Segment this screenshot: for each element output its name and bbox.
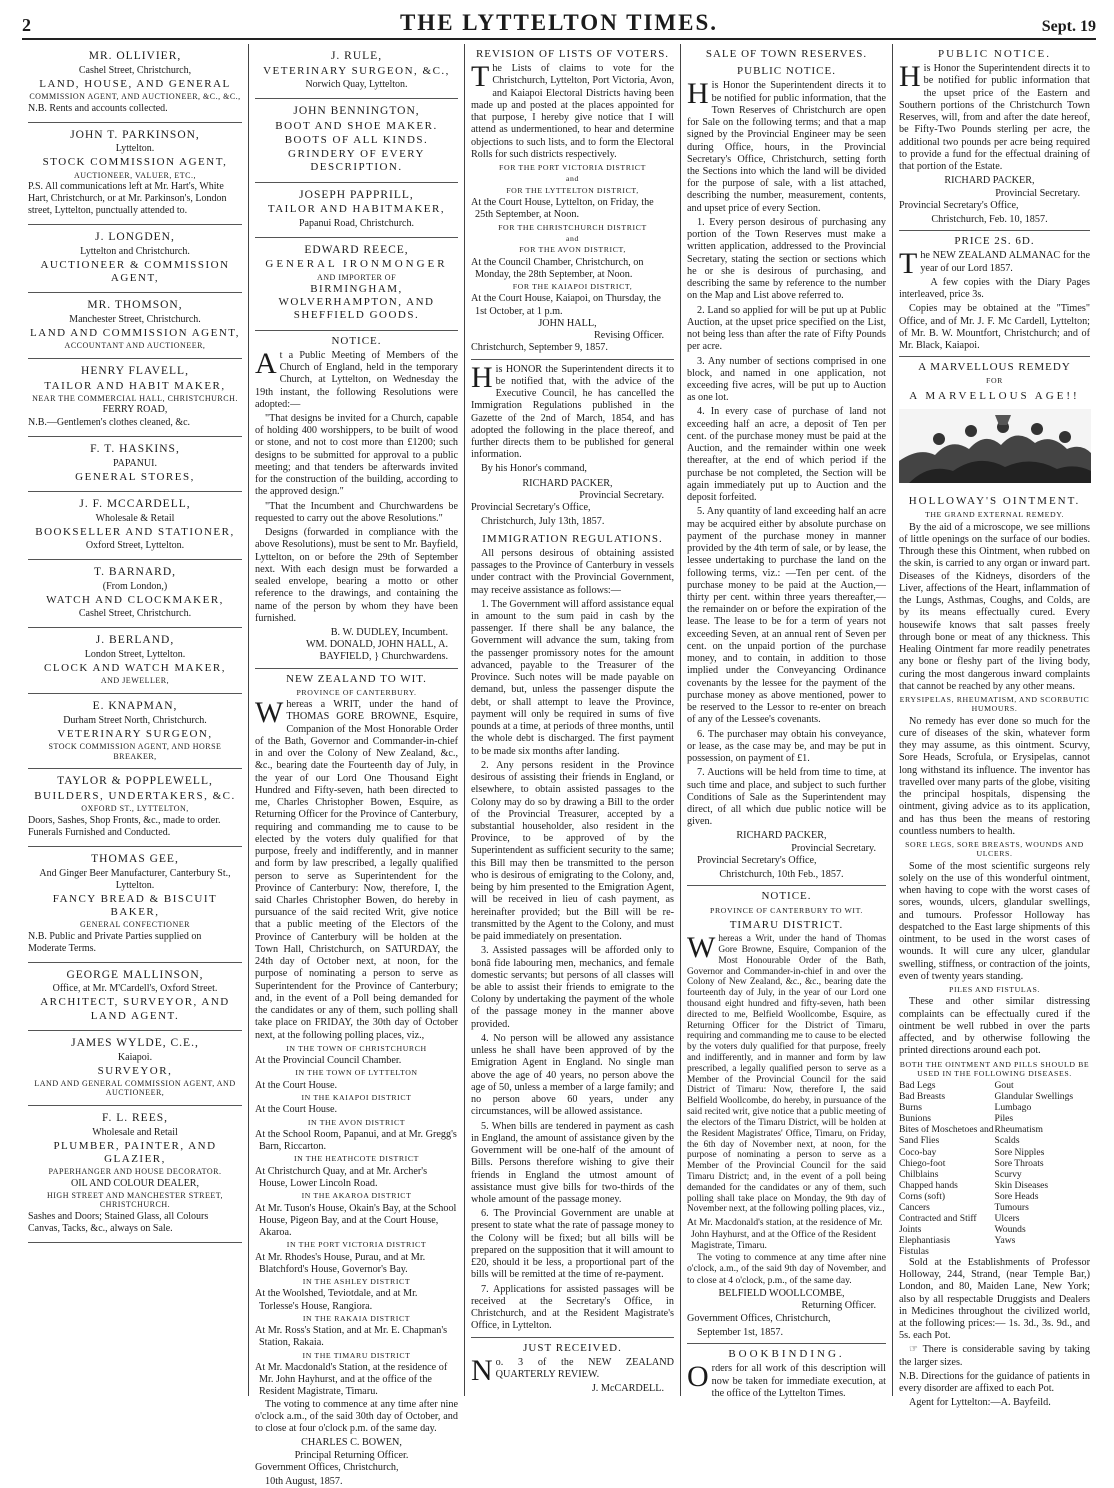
disease-item: Coco-bay <box>899 1146 937 1158</box>
public-notice-office: Provincial Secretary's Office, <box>899 199 1019 211</box>
divider <box>899 230 1090 231</box>
public-notice-body <box>899 60 1090 173</box>
card-role: AUCTIONEER & COMMISSION AGENT, <box>40 258 230 285</box>
card-small: NEAR THE COMMERCIAL HALL, CHRISTCHURCH. <box>32 393 238 403</box>
card-addr: Office, at Mr. M'Cardell's, Oxford Street. <box>52 983 218 995</box>
business-card <box>28 769 242 847</box>
sitting-place: At the Council Chamber, Christchurch, on Monday, the 28th September, at Noon. <box>471 256 644 280</box>
card-addr: FERRY ROAD, <box>102 404 168 416</box>
divider <box>471 359 674 360</box>
business-card <box>28 359 242 438</box>
divider <box>687 1343 886 1344</box>
disease-item: Tumours <box>994 1201 1029 1213</box>
card-name: J. RULE, <box>330 50 383 62</box>
card-addr: Manchester Street, Christchurch. <box>69 314 201 326</box>
card-addr: Cashel Street, Christchurch, <box>78 64 192 76</box>
drop-cap: W <box>255 696 284 730</box>
numbered-item: 7. Applications for assisted passages will be received at the Secretary's Office, in Christchurch, and at the Resident Magistrate's Office, in Lyttelton. <box>471 1283 674 1332</box>
drop-cap: T <box>899 247 918 281</box>
timaru-office: Government Offices, Christchurch, <box>687 1312 831 1324</box>
numbered-item: 1. The Government will afford assistance equal in amount to the sum paid in cash by the passenger. If there shall be any balance, the Government will advance the sum, taking from the passenger promissory notes for the amount advanced, payable to the Treasurer of the Province. Such notes will be made payable on demand, but, unless the passenger dispute the debt, or shall attempt to leave the Province, payment will only be required in sums of five pounds at a time, at periods of three months, until the whole debt is discharged. The first payment to be made six months after landing. <box>471 598 674 757</box>
divider <box>255 668 458 669</box>
column-1-business-cards <box>22 44 248 1396</box>
immigration-regulations-list <box>471 599 674 1333</box>
card-role: WATCH AND CLOCKMAKER, <box>46 594 224 607</box>
polling-district: IN THE ASHLEY DISTRICT <box>302 1277 411 1287</box>
card-line: BIRMINGHAM, WOLVERHAMPTON, AND SHEFFIELD GOODS. <box>278 283 435 322</box>
card-addr: Lyttelton and Christchurch. <box>80 245 190 257</box>
remedy-for: FOR <box>986 376 1003 386</box>
card-note: Doors, Sashes, Shop Fronts, &c., made to order. Funerals Furnished and Conducted. <box>28 814 221 838</box>
business-card <box>28 293 242 359</box>
card-role: BOOT AND SHOE MAKER. <box>275 119 438 132</box>
district-label: FOR THE AVON DISTRICT, <box>519 245 626 255</box>
holloway-paragraph: These and other similar distressing complaints can be effectually cured if the ointment be well rubbed in over the parts affected, and by otherwise following the printed directions around each pot. <box>899 996 1090 1057</box>
numbered-item: 2. Any persons resident in the Province desirous of assisting their friends in England, or elsewhere, to obtain assisted passages to the Colony may do so by drawing a Bill to the order of the Provincial Treasurer, accepted by a substantial householder, also resident in the Province, to be approved of by the Superintendent as sufficient security to the same; this Bill may then be transmitted to the person who is desirous of emigrating to the Colony, and, being by him presented to the Emigration Agent, will be received in lieu of cash payment, as hereinafter provided; but the Bill will be re-transmitted by the Agent to the Colony, and must be paid immediately on presentation. <box>471 759 674 943</box>
disease-item: Chapped hands <box>899 1179 958 1191</box>
notice-churchwardens: WM. DONALD, JOHN HALL, A. BAYFIELD, } Churchwardens. <box>305 639 448 663</box>
card-small: AND IMPORTER OF <box>316 272 397 282</box>
card-name: JAMES WYLDE, C.E., <box>71 1036 199 1049</box>
card-addr: Kaiapoi. <box>117 1051 153 1063</box>
card-name: J. BERLAND, <box>95 634 175 647</box>
card-small: LAND AND GENERAL COMMISSION AGENT, AND AUCTIONEER, <box>34 1078 236 1098</box>
district-label: FOR THE LYTTELTON DISTRICT, <box>506 185 639 195</box>
numbered-item: 3. Assisted passages will be afforded only to bonâ fide labouring men, mechanics, and female domestic servants; but persons of all classes will be able to assist their friends to emigrate to the Colony by undertaking the payment of the whole of the passage money in the manner above provided. <box>471 945 674 1030</box>
numbered-item: 5. Any quantity of land exceeding half an acre may be acquired either by absolute purchase on payment of the purchase money in manner provided by the 4th term of sale, or by lease, the lessee undertaking to purchase the land on the following terms, viz.: —Ten per cent. of the purchase money to be paid at the Auction,—thirty per cent. within three years thereafter,—the remainder on or before the expiration of the lease. The lease to be for a term of years not exceeding Seven, at an annual rent of Seven per cent. on the unpaid portion of the purchase money, and to contain, in addition to those implied under the Conveyancing Ordinance covenants by the lessee for the payment of the purchase money as above mentioned, power to be reserved to the Lessor to re-enter on breach of any of the Lessee's covenants. <box>687 506 886 726</box>
card-addr: Wholesale and Retail <box>92 1126 178 1138</box>
numbered-item: 6. The purchaser may obtain his conveyance, or lease, as the case may be, and may be put in possession, on payment of £1. <box>687 728 886 765</box>
polling-place: At the Provincial Council Chamber. <box>255 1055 402 1067</box>
polling-place: At the Court House. <box>255 1079 338 1091</box>
and-label: and <box>565 233 580 243</box>
timaru-body <box>687 931 886 1215</box>
district-label: FOR THE PORT VICTORIA DISTRICT <box>499 163 646 173</box>
newspaper-title: THE LYTTELTON TIMES. <box>399 10 719 35</box>
card-role: GENERAL IRONMONGER <box>265 258 448 271</box>
bookbinding-text: rders for all work of this description will now be taken for immediate execution, at the office of the Lyttelton Times. <box>711 1363 886 1399</box>
card-small: STOCK COMMISSION AGENT, AND HORSE BREAKER, <box>48 742 222 761</box>
card-role: CLOCK AND WATCH MAKER, <box>44 662 226 675</box>
disease-item: Elephantiasis <box>899 1234 951 1246</box>
disease-item: Rheumatism <box>994 1124 1043 1136</box>
disease-item: Scalds <box>994 1135 1020 1147</box>
card-addr: Cashel Street, Christchurch. <box>78 608 192 620</box>
just-received-heading: JUST RECEIVED. <box>523 1341 622 1354</box>
business-card <box>28 694 242 769</box>
sale-title: Provincial Secretary. <box>791 842 876 854</box>
disease-item: Lumbago <box>994 1102 1032 1114</box>
polling-place: At the School Room, Papanui, and at Mr. Gregg's Barn, Riccarton. <box>255 1128 457 1153</box>
public-notice-text: is Honor the Superintendent directs it to be notified for public information that the upset price of the Eastern and Southern portions of the Christchurch Town Reserves, will, from and after the date hereof, be Fifty-Two Pounds sterling per acre, the additional two pounds per acre being required to provide a fund for the effectual draining of that portion of the Estate. <box>899 63 1090 173</box>
writ-office: Government Offices, Christchurch, <box>255 1461 399 1473</box>
polling-place: At Mr. Tuson's House, Okain's Bay, at the School House, Pigeon Bay, and at the Court House, Akaroa. <box>255 1202 457 1238</box>
card-name: THOMAS GEE, <box>91 852 179 865</box>
column-5 <box>892 44 1096 1409</box>
diseases-list <box>899 1080 1090 1257</box>
column-3 <box>464 44 680 1396</box>
holloway-heading: HOLLOWAY'S OINTMENT. <box>908 495 1081 508</box>
card-role: PLUMBER, PAINTER, AND GLAZIER, <box>53 1139 217 1165</box>
disease-item: Bites of Moschetoes and Sand Flies <box>899 1124 994 1147</box>
card-addr: Oxford Street, Lyttelton. <box>85 540 185 552</box>
card-role: VETERINARY SURGEON, &C., <box>263 64 450 77</box>
card-addr: Durham Street North, Christchurch. <box>63 714 207 726</box>
card-note: N.B.—Gentlemen's clothes cleaned, &c. <box>28 417 191 429</box>
just-received-body <box>471 1353 674 1387</box>
holloway-paragraph: Some of the most scientific surgeons rely solely on the use of this wonderful ointment, when having to cope with the worst cases of sores, wounds, ulcers, glandular swellings, and tumours. Professor Holloway has despatched to the East large shipments of this ointment, to be used in the worst cases of wounds. It will cure any ulcer, glandular swelling, stiffness, or contraction of the joints, even of twenty years standing. <box>899 860 1090 982</box>
numbered-item: 3. Any number of sections comprised in one block, and named in one application, not exceeding five acres, will be put up to Auction as one lot. <box>687 355 886 404</box>
divider <box>471 1337 674 1338</box>
immigration-heading: IMMIGRATION REGULATIONS. <box>482 532 663 545</box>
polling-district: IN THE AKAROA DISTRICT <box>301 1191 412 1201</box>
card-small: GENERAL CONFECTIONER <box>80 919 190 929</box>
numbered-item: 6. The Provincial Government are unable at present to state what the rate of passage money to the Colony will be fixed; but all bills will be prepared on the supposition that it will amount to £20, should it be less, a proportional part of the bills will be remitted at the time of re-payment. <box>471 1208 674 1281</box>
holloway-paragraph: Sold at the Establishments of Professor Holloway, 244, Strand, (near Temple Bar,) London, and 80, Maiden Lane, New York; also by all respectable Druggists and Dealers in Medicines throughout the civilized world, at the following prices:— 1s. 3d., 3s. 9d., and 5s. each Pot. <box>899 1256 1090 1342</box>
disease-item: Glandular Swellings <box>994 1091 1074 1103</box>
business-card <box>28 1031 242 1106</box>
public-notice-title: Provincial Secretary. <box>995 187 1080 199</box>
card-name: F. L. REES, <box>102 1111 168 1124</box>
card-role: VETERINARY SURGEON, <box>57 727 213 740</box>
almanac-diary: A few copies with the Diary Pages interleaved, price 3s. <box>899 276 1090 301</box>
sale-signature: RICHARD PACKER, <box>736 830 827 842</box>
card-role: LAND AND COMMISSION AGENT, <box>30 327 240 340</box>
card-name: J. F. MCCARDELL, <box>79 498 191 511</box>
sale-date: Christchurch, 10th Feb., 1857. <box>719 869 844 881</box>
card-note: N.B. Public and Private Parties supplied on Moderate Terms. <box>28 930 202 954</box>
card-role: BOOKSELLER AND STATIONER, <box>35 526 235 539</box>
card-john-bennington <box>255 99 458 183</box>
business-card <box>28 628 242 694</box>
card-addr: Lyttelton. <box>115 143 155 155</box>
disease-item: Cancers <box>899 1201 930 1213</box>
business-card <box>28 847 242 963</box>
card-joseph-papprill <box>255 183 458 238</box>
public-notice-date: Christchurch, Feb. 10, 1857. <box>931 214 1048 225</box>
card-line: BOOTS OF ALL KINDS. <box>284 133 429 146</box>
honor-date: Christchurch, July 13th, 1857. <box>481 516 605 528</box>
card-small: OXFORD ST., LYTTELTON, <box>81 804 189 814</box>
polling-place: At Christchurch Quay, and at Mr. Archer's House, Lower Lincoln Road. <box>255 1165 428 1189</box>
sale-heading: SALE OF TOWN RESERVES. <box>705 48 868 60</box>
divider <box>687 885 886 886</box>
disease-item: Chilblains <box>899 1168 939 1180</box>
sale-subheading: PUBLIC NOTICE. <box>737 65 836 78</box>
column-2 <box>248 44 464 1488</box>
card-line: GRINDERY OF EVERY DESCRIPTION. <box>288 148 425 174</box>
numbered-item: 5. When bills are tendered in payment as cash in England, the amount of assistance given by the Government will be one-half of the amount of Bills. Persons therefore wishing to give their friends in England the utmost amount of assistance must give bills for two-thirds of the whole amount of the passage money. <box>471 1120 674 1205</box>
card-role: BUILDERS, UNDERTAKERS, &C. <box>34 789 236 802</box>
polling-district: IN THE TOWN OF LYTTELTON <box>295 1068 418 1078</box>
drop-cap: O <box>687 1360 709 1394</box>
writ-closing: The voting to commence at any time after nine o'clock a.m., of the said 30th day of October, and to close at four o'clock p.m. of the same day. <box>255 1398 458 1435</box>
notice-resolution-1: "That designs be invited for a Church, capable of holding 400 worshippers, to be built of wood or stone, and not to cost more than £1200; such designs to be submitted for approval to a public meeting; and that tenders be afterwards invited for the construction of the building, according to the approved design." <box>255 413 458 498</box>
card-role: STOCK COMMISSION AGENT, <box>42 156 228 169</box>
holloway-paragraph: ☞ There is considerable saving by taking the larger sizes. <box>899 1344 1090 1368</box>
card-small: HIGH STREET AND MANCHESTER STREET, CHRISTCHURCH. <box>46 1190 224 1210</box>
bookbinding-body <box>687 1360 886 1400</box>
divider <box>899 356 1090 357</box>
immigration-intro: All persons desirous of obtaining assisted passages to the Province of Canterbury in vessels under contract with the Provincial Government, may receive assistance as follows:— <box>471 547 674 596</box>
polling-place: At Mr. Macdonald's Station, at the residence of Mr. John Hayhurst, and at the office of the Resident Magistrate, Timaru. <box>255 1361 448 1398</box>
page-number: 2 <box>22 15 31 35</box>
timaru-closing: The voting to commence at any time after nine o'clock, a.m., of the said 9th day of November, and to close at 4 o'clock, p.m., of the same day. <box>687 1251 886 1286</box>
revision-text: he Lists of claims to vote for the Christchurch, Lyttelton, Port Victoria, Avon, and Kaiapoi Electoral Districts having been made up and posted at the places appointed for that purpose, I hereby give notice that I will attend as undermentioned, to hear and determine objections to such lists, and to form the Electoral Rolls for such districts respectively. <box>471 63 674 160</box>
disease-item: Bunions <box>899 1113 931 1125</box>
disease-item: Sore Nipples <box>994 1146 1045 1158</box>
revision-date: Christchurch, September 9, 1857. <box>471 342 608 354</box>
holloway-subheading: ERYSIPELAS, RHEUMATISM, AND SCORBUTIC HUMOURS. <box>899 695 1090 714</box>
revision-heading: REVISION OF LISTS OF VOTERS. <box>475 48 670 60</box>
disease-item: Contracted and Stiff Joints <box>899 1212 977 1235</box>
drop-cap: T <box>471 60 490 94</box>
polling-places <box>255 1044 458 1399</box>
sitting-place: At the Court House, Kaiapoi, on Thursday, the 1st October, at 1 p.m. <box>471 293 661 317</box>
card-name: JOSEPH PAPPRILL, <box>299 188 414 201</box>
disease-item: Sore Throats <box>994 1157 1044 1169</box>
issue-date: Sept. 19 <box>1041 18 1096 35</box>
honor-office: Provincial Secretary's Office, <box>471 502 591 514</box>
timaru-date: September 1st, 1857. <box>697 1326 784 1338</box>
card-name: MR. THOMSON, <box>87 299 183 312</box>
card-role: LAND, HOUSE, AND GENERAL <box>39 77 231 90</box>
writ-text: hereas a WRIT, under the hand of THOMAS GORE BROWNE, Esquire, Companion of the Most Honorable Order of the Bath, Governor and Commander-in-chief in and over the Colony of New Zealand, &c., &c., bearing date the Fourteenth day of July, in the year of our Lord One Thousand Eight Hundred and Fifty-seven, hath been directed to me, Charles Christopher Bowen, Esquire, as Returning Officer for the Province of Canterbury, requiring and commanding me to cause to be elected by the voters duly qualified for that purpose, freely and indifferently, and in manner and form by law prescribed, a legally qualified person to serve as Superintendent for the Province of Canterbury: Now, therefore, I, the said Charles Christopher Bowen, do hereby in pursuance of the said recited Writ, give notice that a public meeting of the Electors of the Province of Canterbury will be holden at the Town Hall, Christchurch, on SATURDAY, the 24th day of October next, at noon, for the purpose of nominating a person to serve as Superintendent for the Province of Canterbury; and, in the event of a Poll being demanded for the candidates or any of them, such polling shall take place on FRIDAY, the 30th day of October next, at the following polling places, viz., <box>255 699 458 1041</box>
sale-body <box>687 77 886 215</box>
timaru-heading: NOTICE. <box>761 890 812 903</box>
card-name: GEORGE MALLINSON, <box>66 968 204 981</box>
notice-signature: B. W. DUDLEY, Incumbent. <box>330 627 448 638</box>
revision-signature: JOHN HALL, <box>538 317 597 329</box>
almanac-text: he NEW ZEALAND ALMANAC for the year of our Lord 1857. <box>920 250 1090 274</box>
writ-subheading: PROVINCE OF CANTERBURY. <box>296 687 417 697</box>
card-name: F. T. HASKINS, <box>90 443 180 456</box>
writ-notice <box>255 673 458 1488</box>
and-label: and <box>565 174 580 184</box>
card-name: EDWARD REECE, <box>304 243 409 256</box>
revision-body <box>471 60 674 161</box>
card-name: T. BARNARD, <box>93 566 177 579</box>
business-card <box>28 225 242 293</box>
timaru-district: TIMARU DISTRICT. <box>729 918 844 931</box>
engraving-illustration <box>899 409 1091 483</box>
writ-body <box>255 696 458 1042</box>
card-addr: PAPANUI. <box>112 458 157 470</box>
holloway-paragraph: N.B. Directions for the guidance of patients in every disorder are affixed to each Pot. <box>899 1370 1090 1395</box>
holloway-subheading: PILES AND FISTULAS. <box>949 985 1040 995</box>
polling-district: IN THE TIMARU DISTRICT <box>302 1350 411 1360</box>
price-heading: PRICE 2S. 6D. <box>954 235 1035 248</box>
remedy-heading: A MARVELLOUS REMEDY <box>918 361 1071 374</box>
disease-item: Chiego-foot <box>899 1157 946 1169</box>
disease-item: Ulcers <box>994 1212 1020 1224</box>
card-address: Papanui Road, Christchurch. <box>299 217 414 229</box>
business-card <box>28 560 242 628</box>
diseases-right-column <box>995 1080 1091 1257</box>
remedy-subheading: A MARVELLOUS AGE!! <box>909 389 1080 402</box>
drop-cap: W <box>687 931 716 965</box>
notice-instructions: Designs (forwarded in compliance with the above Resolutions), must be sent to Mr. Bayfield, Lyttelton, on or before the 29th of September next. With each design must be forwarded a sealed envelope, bearing a motto or other reference to the drawings, and containing the name of the person by whom they have been furnished. <box>255 527 458 624</box>
disease-item: Wounds <box>994 1223 1026 1235</box>
disease-item: Scurvy <box>994 1168 1022 1180</box>
card-small: ACCOUNTANT AND AUCTIONEER, <box>64 341 206 351</box>
timaru-polling-place: At Mr. Macdonald's station, at the residence of Mr. John Hayhurst, and at the Office of the Resident Magistrate, Timaru. <box>687 1217 883 1252</box>
card-addr: London Street, Lyttelton. <box>84 649 186 661</box>
card-addr: (From London,) <box>102 581 168 593</box>
card-small: COMMISSION AGENT, AND AUCTIONEER, &C., &C., <box>29 91 241 101</box>
card-role: SURVEYOR, <box>97 1064 173 1077</box>
holloway-agent: Agent for Lyttelton:—A. Bayfeild. <box>909 1397 1051 1409</box>
business-card <box>28 44 242 123</box>
drop-cap: N <box>471 1353 493 1387</box>
card-small: AND JEWELLER, <box>100 676 170 686</box>
card-name: J. LONGDEN, <box>95 231 175 244</box>
business-card <box>28 1106 242 1243</box>
card-name: JOHN T. PARKINSON, <box>70 128 200 141</box>
holloway-paragraph: No remedy has ever done so much for the cure of diseases of the skin, whatever form they may assume, as this ointment. Scurvy, Sore Heads, Scrofula, or Erysipelas, cannot long withstand its influence. The inventor has travelled over many parts of the globe, visiting the principal hospitals, dispensing the ointment, giving advice as to its application, and has thus been the means of restoring countless numbers to health. <box>899 715 1090 837</box>
business-card <box>28 963 242 1031</box>
diseases-left-column <box>899 1080 995 1257</box>
disease-item: Skin Diseases <box>994 1179 1049 1191</box>
card-name: HENRY FLAVELL, <box>81 364 189 377</box>
timaru-text: hereas a Writ, under the hand of Thomas Gore Browne, Esquire, Companion of the Most Honourable Order of the Bath, Governor and Commander-in-chief in and over the Colony of New Zealand, &c., &c., bearing date the fourteenth day of July, in the year of our Lord one thousand eight hundred and fifty-seven, hath been directed to me, Belfield Woollcombe, Esquire, as Returning Officer for the District of Timaru, requiring and commanding me to cause to be elected by the voters duly qualified for that purpose, freely and indifferently, and in manner and form by law prescribed, a legally qualified person to serve as a Member of the Provincial Council for the said District of Timaru: Now, therefore I, the said Belfield Woollcombe, do hereby, in pursuance of the said recited writ, give notice that a public meeting of the electors of the Timaru District, will be holden at the Resident Magistrates' Office, Timaru, on Friday, the 6th day of November next, at noon, for the purpose of nominating a person to serve as a Member of the Provincial Council for the said Timaru District; and, in the event of a poll being demanded for the candidates or any of them, such polling shall take place on Monday, the 9th day of November next, at the following polling places, viz., <box>687 934 886 1215</box>
polling-district: IN THE HEATHCOTE DISTRICT <box>293 1154 420 1164</box>
card-name: E. KNAPMAN, <box>92 700 178 713</box>
drop-cap: A <box>255 346 277 380</box>
numbered-item: 4. In every case of purchase of land not exceeding half an acre, a deposit of Ten per cent. of the purchase money must be paid at the Auction, and the remainder within one week thereafter, at the end of which period if the purchase be not completed, the Section will be again immediately put up to Auction and the deposit forfeited. <box>687 406 886 504</box>
district-label: FOR THE KAIAPOI DISTRICT, <box>512 282 633 292</box>
card-role: FANCY BREAD & BISCUIT BAKER, <box>52 892 218 918</box>
business-card <box>28 123 242 226</box>
almanac-body <box>899 247 1090 281</box>
disease-item: Bad Legs <box>899 1080 936 1092</box>
disease-item: Fistulas <box>899 1245 929 1257</box>
holloway-subheading: THE GRAND EXTERNAL REMEDY. <box>924 510 1065 520</box>
disease-item: Yaws <box>994 1234 1016 1246</box>
polling-district: IN THE PORT VICTORIA DISTRICT <box>286 1240 427 1250</box>
writ-title: Principal Returning Officer. <box>294 1449 409 1461</box>
polling-district: IN THE KAIAPOI DISTRICT <box>301 1092 412 1102</box>
card-small: AUCTIONEER, VALUER, ETC., <box>74 170 196 180</box>
card-j-rule <box>255 44 458 99</box>
masthead <box>22 6 1096 40</box>
card-note: P.S. All communications left at Mr. Hart's, White Hart, Christchurch, or at Mr. Parkinson's, London street, Lyttelton, punctually attended to. <box>28 181 227 217</box>
disease-item: Burns <box>899 1102 922 1114</box>
numbered-item: 4. No person will be allowed any assistance unless he shall have been approved of by the Emigration Agent in England. No single man above the age of 40 years, no person above the age of 50, unless a member of a large family; and no person above 60 years, under any circumstances, will be allowed assistance. <box>471 1032 674 1118</box>
polling-district: IN THE RAKAIA DISTRICT <box>302 1313 411 1323</box>
timaru-title: Returning Officer. <box>801 1300 876 1312</box>
polling-place: At Mr. Ross's Station, and at Mr. E. Chapman's Station, Rakaia. <box>255 1325 448 1349</box>
disease-item: Corns (soft) <box>899 1190 946 1202</box>
polling-district: IN THE AVON DISTRICT <box>307 1117 406 1127</box>
almanac-stockists: Copies may be obtained at the "Times" Office, and of Mr. J. F. Mc Cardell, Lyttelton; of Mr. B. W. Mountfort, Christchurch; and of Mr. Black, Kaiapoi. <box>899 303 1090 352</box>
notice-heading: NOTICE. <box>331 334 382 347</box>
honor-signature: RICHARD PACKER, <box>522 477 613 489</box>
drop-cap: H <box>471 360 493 394</box>
card-role: ARCHITECT, SURVEYOR, AND LAND AGENT. <box>40 996 230 1022</box>
revision-title: Revising Officer. <box>594 330 664 342</box>
holloway-paragraph: By the aid of a microscope, we see millions of little openings on the surface of our bodies. Through these this Ointment, when rubbed on the skin, is carried to any organ or inward part. Diseases of the Kidneys, disorders of the Liver, affections of the Heart, inflammation of the Lungs, Asthmas, Coughs, and Colds, are by its means effectually cured. Every housewife knows that salt passes freely through bone or meat of any thickness. This Healing Ointment far more readily penetrates any bone or fleshy part of the living body, curing the most dangerous inward complaints that cannot be reached by any other means. <box>899 521 1090 692</box>
holloway-subheading: SORE LEGS, SORE BREASTS, WOUNDS AND ULCERS. <box>905 840 1084 859</box>
card-role: TAILOR AND HABITMAKER, <box>267 203 446 216</box>
card-name: MR. OLLIVIER, <box>88 50 182 62</box>
notice-text: t a Public Meeting of Members of the Church of England, held in the temporary Church, at Lyttelton, on Wednesday the 19th instant, the following Resolutions were adopted:— <box>255 349 458 410</box>
honor-title: Provincial Secretary. <box>579 489 664 501</box>
honor-command: By his Honor's command, <box>481 463 587 475</box>
notice-body <box>255 346 458 411</box>
writ-date: 10th August, 1857. <box>265 1476 343 1488</box>
writ-signature: CHARLES C. BOWEN, <box>301 1437 402 1449</box>
notice-resolution-2: "That the Incumbent and Churchwardens be requested to carry out the above Resolutions." <box>255 500 458 524</box>
just-received-text: o. 3 of the NEW ZEALAND QUARTERLY REVIEW. <box>495 1356 674 1380</box>
bookbinding-heading: BOOKBINDING. <box>728 1348 845 1361</box>
holloway-subheading: BOTH THE OINTMENT AND PILLS SHOULD BE USED IN THE FOLLOWING DISEASES. <box>899 1059 1090 1078</box>
public-notice-signature: RICHARD PACKER, <box>944 175 1035 187</box>
timaru-signature: BELFIELD WOOLLCOMBE, <box>718 1288 845 1300</box>
church-notice <box>255 335 458 664</box>
numbered-item: 1. Every person desirous of purchasing any portion of the Town Reserves must make a written application, addressed to the Provincial Secretary, stating the section or sections which he or she is desirous of purchasing, and describing the same by reference to the number on the Map and List above referred to. <box>687 216 886 302</box>
card-name: TAYLOR & POPPLEWELL, <box>57 775 213 788</box>
just-received-signature: J. McCARDELL. <box>591 1383 664 1395</box>
card-addr: And Ginger Beer Manufacturer, Canterbury St., Lyttelton. <box>39 867 231 891</box>
timaru-subheading: PROVINCE OF CANTERBURY TO WIT. <box>710 905 863 915</box>
district-label: FOR THE CHRISTCHURCH DISTRICT <box>498 222 647 232</box>
drop-cap: H <box>687 77 709 111</box>
polling-place: At Mr. Rhodes's House, Purau, and at Mr. Blatchford's House, Governor's Bay. <box>255 1251 426 1275</box>
business-card <box>28 437 242 492</box>
disease-item: Bad Breasts <box>899 1091 946 1103</box>
card-edward-reece <box>255 238 458 331</box>
disease-item: Piles <box>994 1113 1014 1125</box>
polling-district: IN THE TOWN OF CHRISTCHURCH <box>286 1043 427 1053</box>
drop-cap: H <box>899 60 921 94</box>
card-addr: OIL AND COLOUR DEALER, <box>71 1177 199 1189</box>
card-role: GENERAL STORES, <box>75 471 195 484</box>
card-address: Norwich Quay, Lyttelton. <box>305 78 408 90</box>
numbered-item: 2. Land so applied for will be put up at Public Auction, at the upset price specified on the List, not being less than after the rate of Fifty Pounds per acre. <box>687 304 886 353</box>
disease-item: Gout <box>994 1080 1014 1092</box>
column-4 <box>680 44 892 1399</box>
sale-terms-list <box>687 217 886 828</box>
card-note: N.B. Rents and accounts collected. <box>28 102 168 114</box>
polling-place: At the Court House. <box>255 1104 338 1116</box>
public-notice-heading: PUBLIC NOTICE. <box>938 48 1051 60</box>
honor-notice-text: is HONOR the Superintendent directs it to be notified that, with the advice of the Executive Council, he has cancelled the Immigration Regulations published in the Gazette of the 2nd of March, 1854, and has adopted the following in the place thereof, and further directs them to be published for general information. <box>471 363 674 461</box>
numbered-item: 7. Auctions will be held from time to time, at such time and place, and subject to such further Conditions of Sale as the Superintendent may direct, of all which due public notice will be given. <box>687 767 886 828</box>
sale-text: is Honor the Superintendent directs it to be notified for public information, that the Town Reserves of Christchurch are open for Sale on the following terms; and that a map signed by the Provincial Engineer may be seen during Office, hours, in the Provincial Secretary's Office, Christchurch, setting forth the Sections into which the land will be divided for the purpose of sale, with a list attached, describing the number, measurement, contents, and upset price of every Section. <box>687 80 886 214</box>
card-small: PAPERHANGER AND HOUSE DECORATOR. <box>48 1167 222 1177</box>
card-note: Sashes and Doors; Stained Glass, all Colours Canvas, Tacks, &c., always on Sale. <box>28 1210 209 1234</box>
sitting-place: At the Court House, Lyttelton, on Friday, the 25th September, at Noon. <box>471 197 654 221</box>
business-card <box>28 492 242 560</box>
writ-heading: NEW ZEALAND TO WIT. <box>286 672 427 685</box>
card-addr: Wholesale & Retail <box>95 513 175 525</box>
polling-place: At the Woolshed, Teviotdale, and at Mr. Torlesse's House, Rangiora. <box>255 1288 418 1312</box>
honor-notice-body <box>471 360 674 462</box>
card-name: JOHN BENNINGTON, <box>293 104 420 117</box>
sale-office: Provincial Secretary's Office, <box>697 854 817 866</box>
card-role: TAILOR AND HABIT MAKER, <box>44 379 226 392</box>
disease-item: Sore Heads <box>994 1190 1039 1202</box>
page-columns <box>22 44 1096 1488</box>
